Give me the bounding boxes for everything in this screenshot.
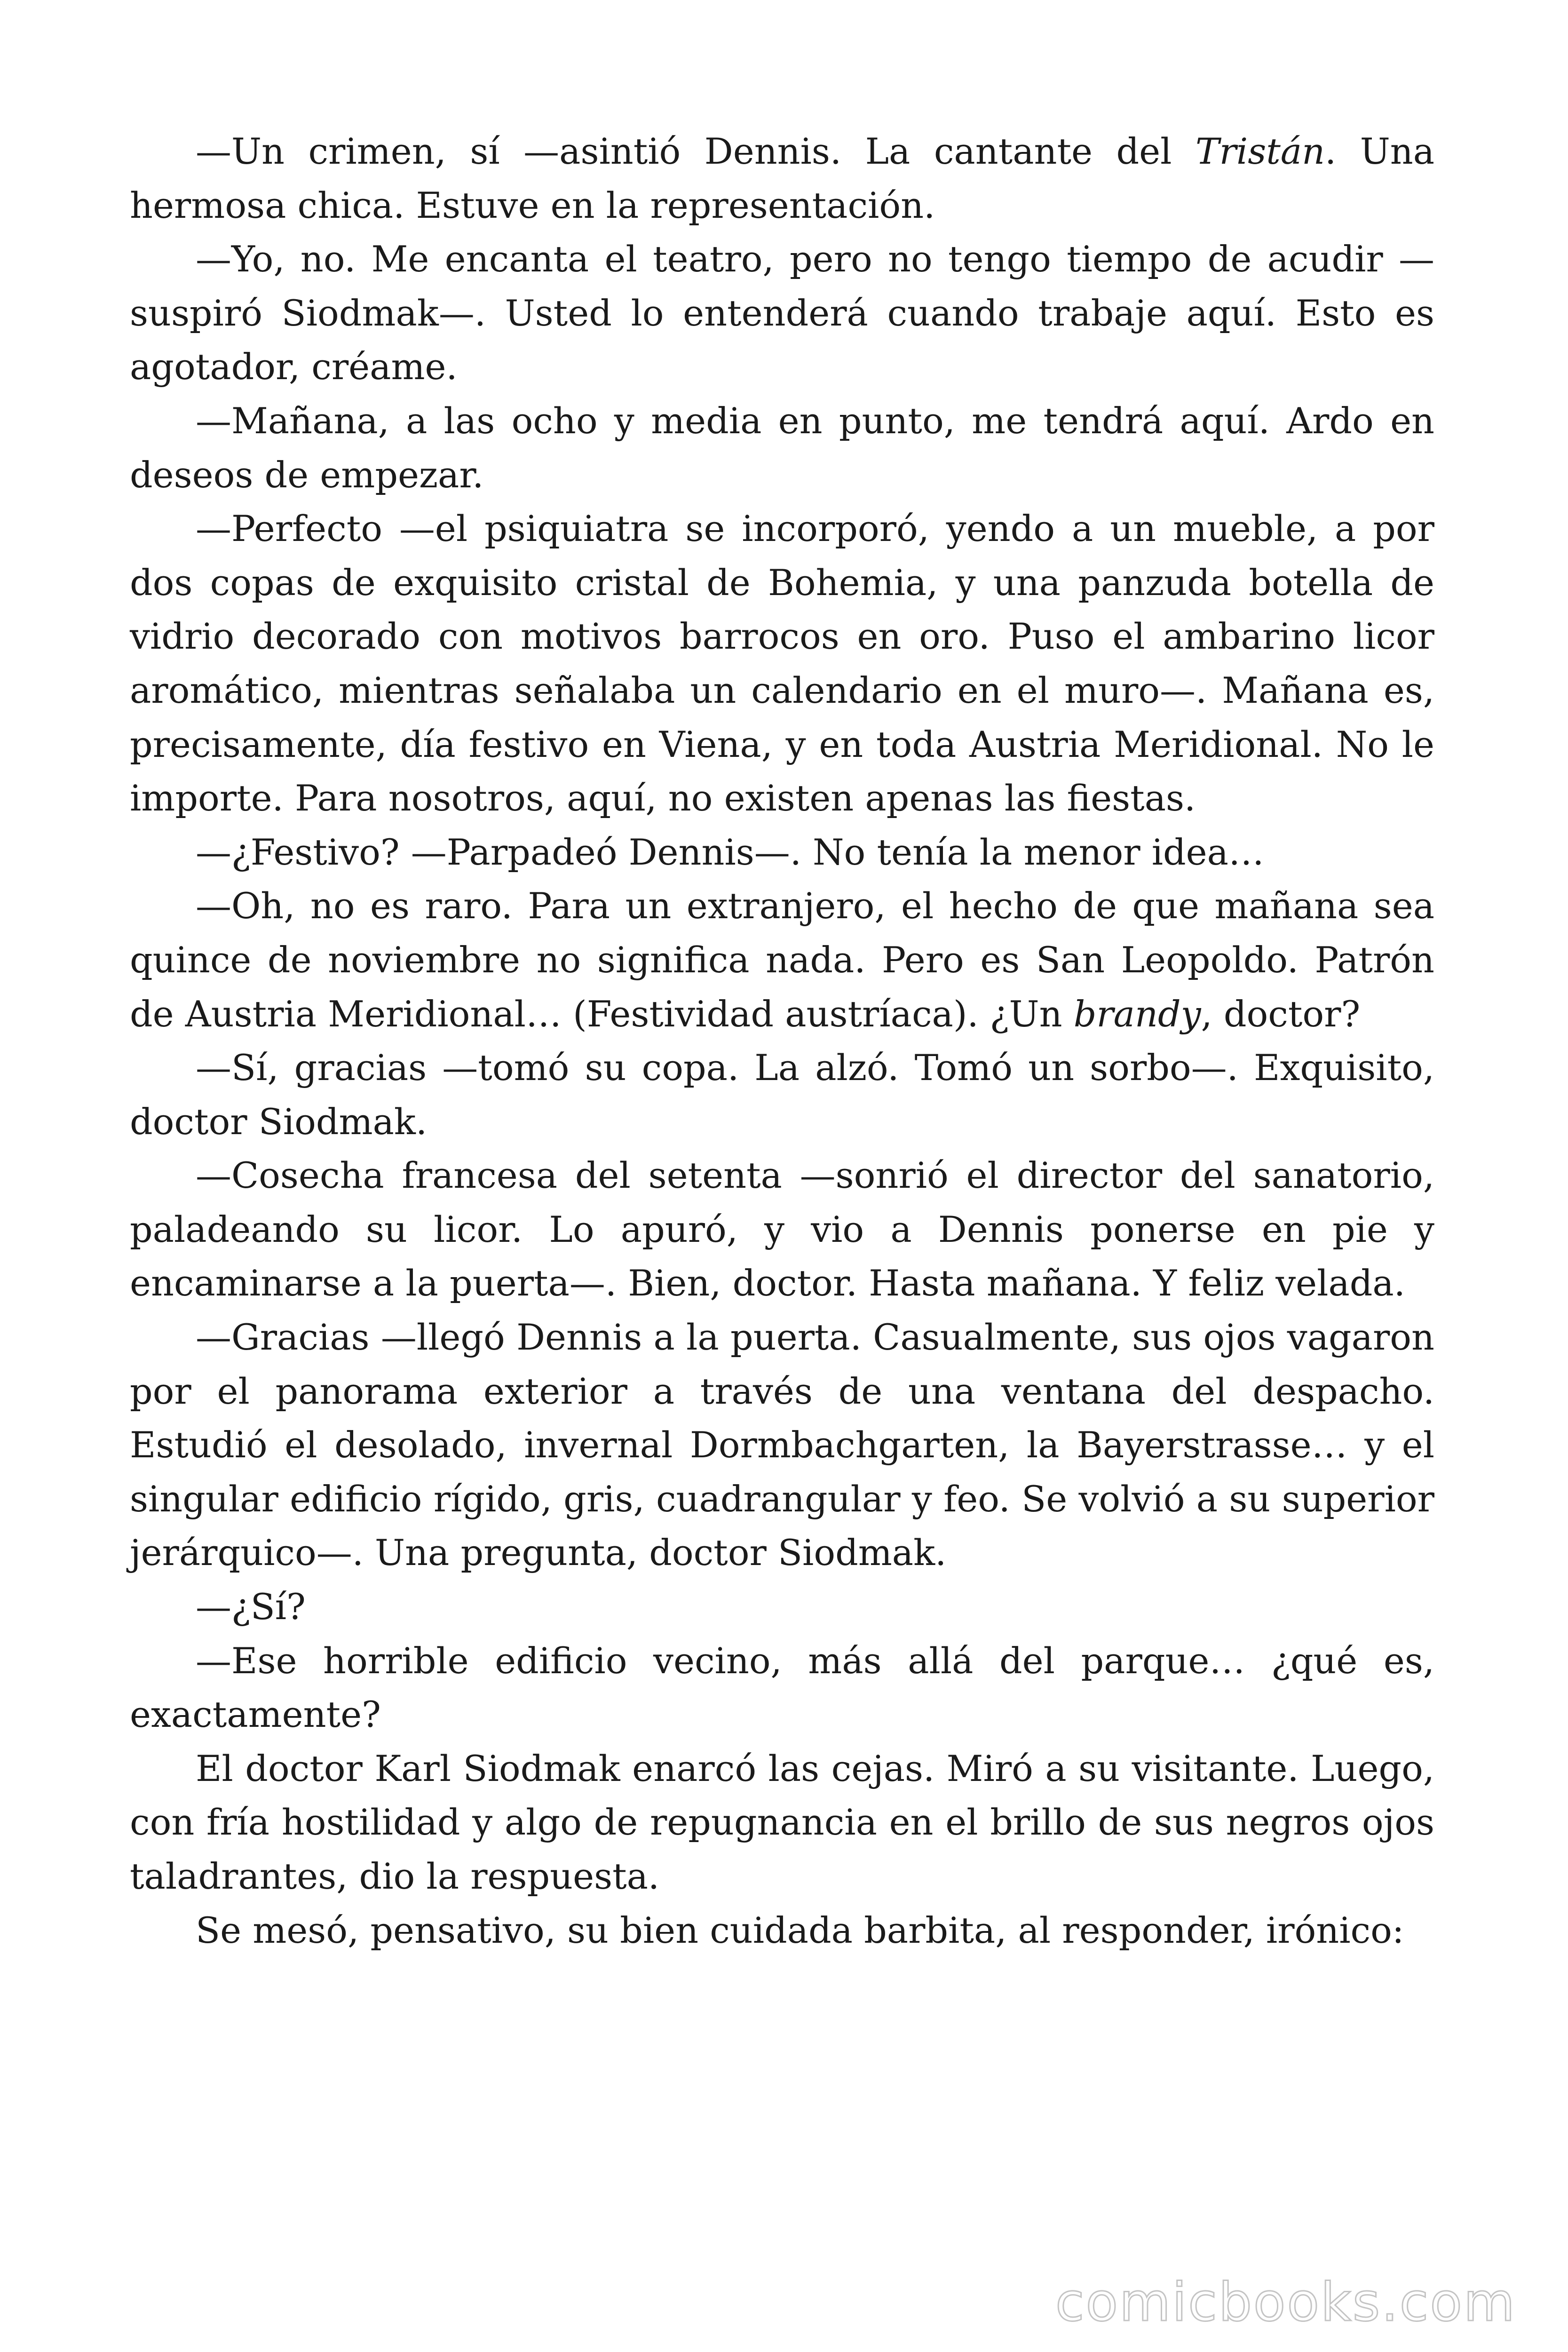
- text-run: —¿Sí?: [196, 1586, 306, 1628]
- text-run: —Oh, no es raro. Para un extranjero, el hecho de que mañana sea quince de noviembre no significa nada. Pero es San Leopoldo. Patrón de Austria Meridional… (Festividad austríaca). ¿Un: [130, 885, 1434, 1035]
- paragraph: [130, 1311, 1434, 1580]
- paragraph: [130, 1041, 1434, 1149]
- text-run: El doctor Karl Siodmak enarcó las cejas. Miró a su visitante. Luego, con fría hostilidad y algo de repugnancia en el brillo de sus negros ojos taladrantes, dio la respuesta.: [130, 1747, 1434, 1897]
- text-run: Se mesó, pensativo, su bien cuidada barbita, al responder, irónico:: [196, 1909, 1404, 1951]
- text-run: —Perfecto —el psiquiatra se incorporó, yendo a un mueble, a por dos copas de exquisito cristal de Bohemia, y una panzuda botella de vidrio decorado con motivos barrocos en oro. Puso el ambarino licor aromático, mientras señalaba un calendario en el muro—. Mañana es, precisamente, día festivo en Viena, y en toda Austria Meridional. No le importe. Para nosotros, aquí, no existen apenas las fiestas.: [130, 508, 1434, 819]
- paragraph: [130, 826, 1434, 880]
- paragraph: [130, 232, 1434, 394]
- italic-text: Tristán: [1195, 130, 1325, 172]
- page-body-text: [130, 125, 1434, 1957]
- text-run: —Yo, no. Me encanta el teatro, pero no tengo tiempo de acudir —suspiró Siodmak—. Usted lo entenderá cuando trabaje aquí. Esto es agotador, créame.: [130, 238, 1434, 388]
- paragraph: [130, 1904, 1434, 1958]
- text-run: —Cosecha francesa del setenta —sonrió el director del sanatorio, paladeando su licor. Lo apuró, y vio a Dennis ponerse en pie y encaminarse a la puerta—. Bien, doctor. Hasta mañana. Y feliz velada.: [130, 1154, 1434, 1304]
- watermark: comicbooks.com: [1055, 2272, 1516, 2333]
- text-run: . Una hermosa chica. Estuve en la representación.: [130, 130, 1435, 226]
- paragraph: [130, 125, 1434, 232]
- text-run: —Mañana, a las ocho y media en punto, me tendrá aquí. Ardo en deseos de empezar.: [130, 399, 1434, 496]
- paragraph: [130, 1634, 1434, 1742]
- text-run: , doctor?: [1201, 993, 1361, 1035]
- paragraph: [130, 1580, 1434, 1634]
- paragraph: [130, 879, 1434, 1041]
- text-run: —Un crimen, sí —asintió Dennis. La cantante del: [196, 130, 1196, 172]
- paragraph: [130, 394, 1434, 502]
- paragraph: [130, 502, 1434, 826]
- text-run: —Ese horrible edificio vecino, más allá del parque… ¿qué es, exactamente?: [130, 1639, 1434, 1736]
- italic-text: brandy: [1073, 993, 1201, 1035]
- paragraph: [130, 1742, 1434, 1904]
- text-run: —Sí, gracias —tomó su copa. La alzó. Tomó un sorbo—. Exquisito, doctor Siodmak.: [130, 1047, 1434, 1143]
- paragraph: [130, 1149, 1434, 1311]
- text-run: —Gracias —llegó Dennis a la puerta. Casualmente, sus ojos vagaron por el panorama exterior a través de una ventana del despacho. Estudió el desolado, invernal Dormbachgarten, la Bayerstrasse… y el singular edificio rígido, gris, cuadrangular y feo. Se volvió a su superior jerárquico—. Una pregunta, doctor Siodmak.: [130, 1316, 1434, 1574]
- text-run: —¿Festivo? —Parpadeó Dennis—. No tenía la menor idea…: [196, 831, 1264, 873]
